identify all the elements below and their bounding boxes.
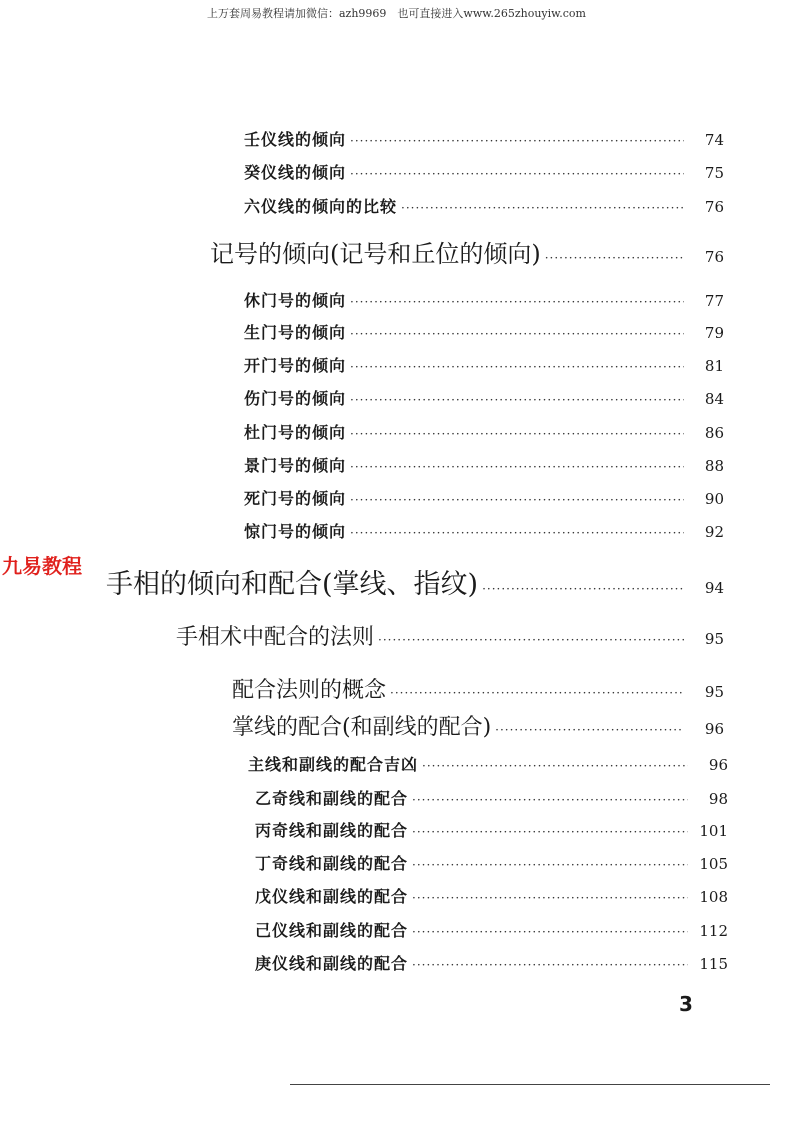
toc-dot-leader <box>350 295 684 309</box>
toc-entry-page: 84 <box>704 390 724 408</box>
toc-entry <box>244 194 724 217</box>
toc-entry <box>255 951 728 974</box>
toc-dot-leader <box>350 526 684 540</box>
toc-dot-leader <box>350 427 684 441</box>
toc-dot-leader <box>412 858 688 872</box>
toc-entry-page: 88 <box>704 457 724 475</box>
toc-entry-title: 主线和副线的配合吉凶 <box>248 755 419 774</box>
toc-entry <box>232 710 724 741</box>
toc-entry <box>244 486 724 509</box>
toc-entry <box>244 519 724 542</box>
toc-entry-title: 乙奇线和副线的配合 <box>255 789 409 808</box>
toc-entry-title: 惊门号的倾向 <box>244 522 347 541</box>
page-header-banner: 上万套周易教程请加微信：azh9969 也可直接进入www.265zhouyiw.com <box>206 7 586 20</box>
toc-entry-title: 杜门号的倾向 <box>244 423 347 442</box>
toc-dot-leader <box>412 793 688 807</box>
toc-entry <box>244 288 724 311</box>
toc-entry <box>176 620 724 651</box>
toc-dot-leader <box>412 825 688 839</box>
toc-entry <box>244 453 724 476</box>
toc-entry-page: 101 <box>699 822 728 840</box>
toc-entry-page: 90 <box>704 490 724 508</box>
toc-dot-leader <box>350 360 684 374</box>
toc-entry <box>244 386 724 409</box>
toc-entry-title: 休门号的倾向 <box>244 291 347 310</box>
toc-entry-title: 丙奇线和副线的配合 <box>255 821 409 840</box>
toc-entry-title: 癸仪线的倾向 <box>244 163 347 182</box>
toc-dot-leader <box>350 327 684 341</box>
toc-dot-leader <box>412 925 688 939</box>
toc-dot-leader <box>378 633 684 647</box>
toc-entry-page: 77 <box>704 292 724 310</box>
toc-entry-page: 74 <box>704 131 724 149</box>
toc-entry <box>244 160 724 183</box>
toc-entry-page: 76 <box>704 198 724 216</box>
toc-dot-leader <box>495 723 684 737</box>
toc-entry <box>255 851 728 874</box>
toc-entry-page: 79 <box>704 324 724 342</box>
toc-entry-title: 手相术中配合的法则 <box>176 625 375 650</box>
page-number: 3 <box>679 992 693 1016</box>
toc-entry-title: 伤门号的倾向 <box>244 389 347 408</box>
toc-entry <box>248 752 728 775</box>
toc-entry-page: 112 <box>699 922 728 940</box>
toc-dot-leader <box>350 167 684 181</box>
toc-entry <box>244 353 724 376</box>
toc-entry <box>210 234 724 269</box>
toc-entry <box>255 884 728 907</box>
toc-entry-page: 108 <box>699 888 728 906</box>
toc-entry-page: 92 <box>704 523 724 541</box>
toc-dot-leader <box>350 460 684 474</box>
toc-entry <box>255 818 728 841</box>
toc-entry-page: 95 <box>704 683 724 701</box>
toc-entry-title: 己仪线和副线的配合 <box>255 921 409 940</box>
toc-dot-leader <box>350 134 684 148</box>
toc-entry-title: 丁奇线和副线的配合 <box>255 854 409 873</box>
toc-entry-title: 戊仪线和副线的配合 <box>255 887 409 906</box>
toc-dot-leader <box>422 759 688 773</box>
toc-entry-title: 掌线的配合(和副线的配合) <box>232 715 492 740</box>
toc-entry-title: 壬仪线的倾向 <box>244 130 347 149</box>
toc-entry <box>106 562 724 601</box>
toc-entry-page: 75 <box>704 164 724 182</box>
toc-entry-page: 96 <box>708 756 728 774</box>
toc-entry-title: 六仪线的倾向的比较 <box>244 197 398 216</box>
toc-entry-page: 81 <box>704 357 724 375</box>
toc-entry-page: 96 <box>704 720 724 738</box>
toc-entry-title: 景门号的倾向 <box>244 456 347 475</box>
toc-entry-page: 115 <box>699 955 728 973</box>
toc-entry-title: 死门号的倾向 <box>244 489 347 508</box>
toc-entry <box>244 420 724 443</box>
toc-entry-page: 95 <box>704 630 724 648</box>
toc-entry <box>232 673 724 704</box>
toc-entry-page: 98 <box>708 790 728 808</box>
toc-entry-title: 记号的倾向(记号和丘位的倾向) <box>210 240 541 268</box>
toc-dot-leader <box>390 686 684 700</box>
toc-entry-page: 105 <box>699 855 728 873</box>
toc-entry-title: 庚仪线和副线的配合 <box>255 954 409 973</box>
footer-rule <box>290 1084 770 1085</box>
toc-entry-title: 手相的倾向和配合(掌线、指纹) <box>106 569 479 600</box>
toc-entry-page: 86 <box>704 424 724 442</box>
toc-dot-leader <box>412 891 688 905</box>
toc-entry <box>244 127 724 150</box>
toc-dot-leader <box>350 493 684 507</box>
toc-dot-leader <box>412 958 688 972</box>
toc-entry-title: 生门号的倾向 <box>244 323 347 342</box>
toc-entry <box>255 786 728 809</box>
toc-dot-leader <box>401 201 684 215</box>
toc-entry <box>244 320 724 343</box>
toc-dot-leader <box>482 582 684 596</box>
toc-dot-leader <box>350 393 684 407</box>
toc-entry-title: 配合法则的概念 <box>232 678 387 703</box>
toc-dot-leader <box>545 251 684 265</box>
watermark-logo: 九易教程 <box>2 554 82 578</box>
toc-entry-title: 开门号的倾向 <box>244 356 347 375</box>
toc-entry-page: 94 <box>704 579 724 597</box>
toc-entry <box>255 918 728 941</box>
toc-entry-page: 76 <box>704 248 724 266</box>
